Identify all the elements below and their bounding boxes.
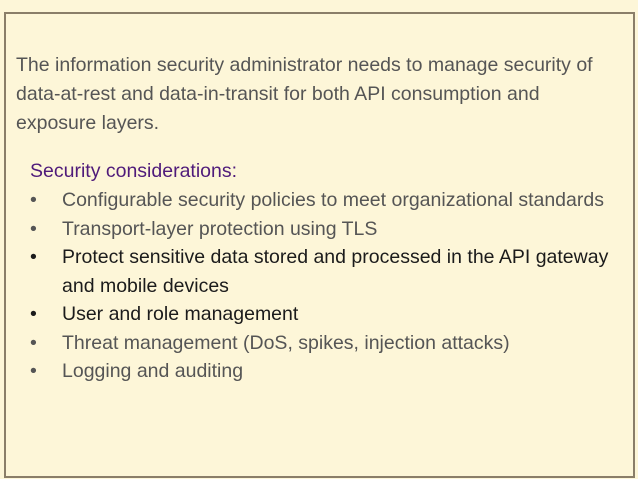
list-item: [30, 215, 620, 244]
bullet-icon: •: [30, 331, 37, 354]
list-item: [30, 300, 620, 329]
bullet-icon: •: [30, 246, 37, 268]
list-item-text: Transport-layer protection using TLS: [62, 217, 378, 240]
intro-paragraph: The information security administrator needs to manage security of data-at-rest and data-in-transit for both API consumption and exposure layers.: [16, 54, 593, 134]
list-item: [30, 186, 620, 215]
list-item: [30, 329, 620, 358]
bullet-icon: •: [30, 303, 37, 325]
list-item-text: Configurable security policies to meet organizational standards: [62, 189, 604, 211]
list-item: [30, 357, 620, 386]
bullet-icon: •: [30, 217, 37, 240]
bullet-icon: •: [30, 189, 37, 211]
list-item-text: Threat management (DoS, spikes, injection attacks): [62, 331, 510, 354]
list-item-text: Protect sensitive data stored and processed in the API gateway and mobile devices: [62, 246, 609, 297]
considerations-list: [30, 186, 620, 386]
bullet-icon: •: [30, 360, 37, 382]
list-item: [30, 243, 620, 300]
list-item-text: User and role management: [62, 303, 299, 325]
list-item-text: Logging and auditing: [62, 360, 244, 382]
considerations-heading: Security considerations:: [30, 160, 238, 182]
security-considerations: [30, 157, 620, 386]
